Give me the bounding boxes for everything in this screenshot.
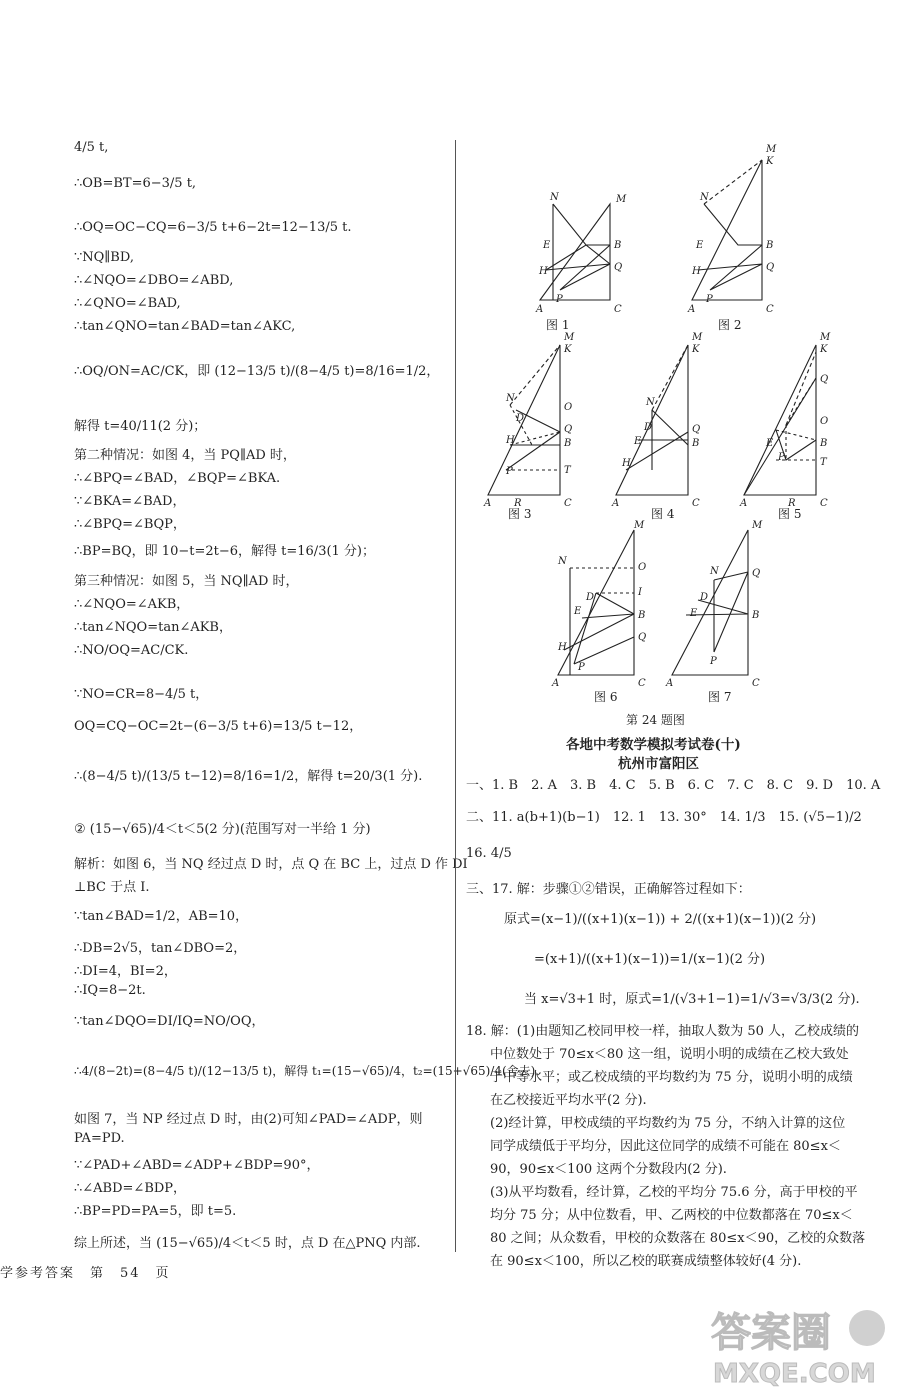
- svg-text:P: P: [706, 294, 713, 305]
- answer-line: =(x+1)/((x+1)(x−1))=1/(x−1)(2 分): [534, 952, 766, 967]
- answer-line: 在 90≤x＜100，所以乙校的联赛成绩整体较好(4 分).: [490, 1254, 802, 1269]
- figure-5-diagram: [739, 332, 831, 509]
- figure-1-diagram: [535, 192, 627, 315]
- figure-7-diagram: [665, 520, 763, 689]
- svg-text:E: E: [634, 436, 642, 447]
- svg-text:C: C: [638, 678, 646, 689]
- solution-line: PA=PD.: [74, 1131, 125, 1146]
- solution-line: ∴BP=PD=PA=5，即 t=5.: [74, 1204, 237, 1219]
- figure-label: 图 7: [708, 690, 732, 704]
- svg-text:N: N: [700, 192, 709, 203]
- solution-line: ② (15−√65)/4＜t＜5(2 分)(范围写对一半给 1 分): [74, 822, 371, 837]
- svg-text:Q: Q: [564, 424, 573, 435]
- solution-line: ∵NQ∥BD,: [74, 250, 134, 265]
- solution-line: ∴∠BPQ=∠BQP，: [74, 517, 186, 532]
- answer-line: 三、17. 解：步骤①②错误，正确解答过程如下：: [466, 882, 751, 897]
- svg-text:N: N: [550, 192, 559, 203]
- svg-text:B: B: [820, 438, 828, 449]
- solution-line: ⊥BC 于点 I.: [74, 880, 150, 895]
- answer-line: 一、1. B 2. A 3. B 4. C 5. B 6. C 7. C 8. C 9. D 10. A: [466, 778, 881, 793]
- svg-text:E: E: [696, 240, 704, 251]
- svg-text:H: H: [692, 266, 701, 277]
- page-footer: 学参考答案 第 54 页: [0, 1266, 171, 1281]
- svg-text:Q: Q: [692, 424, 701, 435]
- svg-text:M: M: [564, 332, 575, 343]
- svg-text:N: N: [710, 566, 719, 577]
- svg-text:A: A: [484, 498, 492, 509]
- geometry-figures: [466, 140, 886, 720]
- column-divider: [455, 140, 456, 1252]
- svg-text:A: A: [612, 498, 620, 509]
- svg-text:A: A: [688, 304, 696, 315]
- solution-line: ∵∠BKA=∠BAD，: [74, 494, 186, 509]
- answer-line: 中位数处于 70≤x＜80 这一组，说明小明的成绩在乙校大致处: [490, 1047, 849, 1062]
- svg-text:Q: Q: [820, 374, 829, 385]
- figure-label: 图 4: [651, 507, 675, 521]
- svg-text:I: I: [638, 587, 642, 598]
- svg-text:P: P: [556, 294, 563, 305]
- answer-line: 在乙校接近平均水平(2 分).: [490, 1093, 647, 1108]
- answer-line: 二、11. a(b+1)(b−1) 12. 1 13. 30° 14. 1/3 15. (√5−1)/2: [466, 810, 862, 825]
- svg-text:K: K: [820, 344, 828, 355]
- solution-line: OQ=CQ−OC=2t−(6−3/5 t+6)=13/5 t−12，: [74, 719, 363, 734]
- svg-text:N: N: [558, 556, 567, 567]
- answer-line: (3)从平均数看，经计算，乙校的平均分 75.6 分，高于甲校的平: [490, 1185, 858, 1200]
- solution-line: ∴NO/OQ=AC/CK.: [74, 643, 189, 658]
- svg-text:E: E: [766, 438, 774, 449]
- figure-3-diagram: [483, 332, 575, 509]
- svg-text:MXQE.COM: MXQE.COM: [713, 1359, 876, 1388]
- solution-line: 第三种情况：如图 5，当 NQ∥AD 时，: [74, 574, 299, 589]
- svg-text:B: B: [564, 438, 572, 449]
- svg-text:P: P: [578, 662, 585, 673]
- answer-line: 当 x=√3+1 时，原式=1/(√3+1−1)=1/√3=√3/3(2 分).: [524, 992, 860, 1007]
- svg-text:D: D: [586, 592, 595, 603]
- svg-text:P: P: [710, 656, 717, 667]
- figure-label: 图 6: [594, 690, 618, 704]
- svg-text:Q: Q: [614, 262, 623, 273]
- watermark-logo: [705, 1300, 895, 1388]
- solution-line: 第二种情况：如图 4，当 PQ∥AD 时，: [74, 448, 296, 463]
- svg-text:B: B: [638, 610, 646, 621]
- solution-line: ∴∠ABD=∠BDP，: [74, 1181, 187, 1196]
- svg-text:O: O: [564, 402, 573, 413]
- svg-text:D: D: [700, 592, 709, 603]
- solution-line: ∴OQ/ON=AC/CK，即 (12−13/5 t)/(8−4/5 t)=8/16=1/2，: [74, 364, 440, 379]
- svg-text:H: H: [622, 458, 631, 469]
- svg-text:Q: Q: [638, 632, 647, 643]
- svg-text:M: M: [634, 520, 645, 531]
- svg-text:C: C: [752, 678, 760, 689]
- solution-line: ∴DI=4，BI=2，: [74, 964, 177, 979]
- exam-title: 各地中考数学模拟考试卷(十): [566, 737, 741, 753]
- solution-line: 解析：如图 6，当 NQ 经过点 D 时，点 Q 在 BC 上，过点 D 作 DI: [74, 857, 468, 872]
- answer-line: (2)经计算，甲校成绩的平均数约为 75 分，不纳入计算的这位: [490, 1116, 846, 1131]
- svg-text:M: M: [616, 194, 627, 205]
- figure-6-diagram: [551, 520, 646, 689]
- svg-text:C: C: [614, 304, 622, 315]
- solution-line: ∴∠NQO=∠DBO=∠ABD,: [74, 273, 234, 288]
- solution-line: ∴OB=BT=6−3/5 t,: [74, 176, 197, 191]
- figure-label: 图 1: [546, 318, 570, 332]
- solution-line: ∴tan∠QNO=tan∠BAD=tan∠AKC,: [74, 319, 296, 334]
- svg-text:K: K: [766, 156, 774, 167]
- svg-text:E: E: [543, 240, 551, 251]
- svg-text:A: A: [552, 678, 560, 689]
- svg-text:答案圈: 答案圈: [711, 1310, 831, 1356]
- answer-line: 原式=(x−1)/((x+1)(x−1)) + 2/((x+1)(x−1))(2 分): [504, 912, 817, 927]
- figure-label: 图 5: [778, 507, 802, 521]
- svg-text:H: H: [558, 642, 567, 653]
- svg-text:C: C: [564, 498, 572, 509]
- svg-text:H: H: [506, 435, 515, 446]
- svg-text:A: A: [536, 304, 544, 315]
- svg-text:N: N: [646, 397, 655, 408]
- svg-text:A: A: [740, 498, 748, 509]
- svg-text:T: T: [820, 457, 827, 468]
- answer-line: 80 之间；从众数看，甲校的众数落在 80≤x＜90，乙校的众数落: [490, 1231, 866, 1246]
- svg-text:N: N: [506, 393, 515, 404]
- svg-text:R: R: [514, 498, 522, 509]
- solution-line: ∴4/(8−2t)=(8−4/5 t)/(12−13/5 t)，解得 t₁=(15−√65)/4，t₂=(15+√65)/4(舍去).: [74, 1064, 540, 1078]
- svg-text:C: C: [820, 498, 828, 509]
- svg-text:E: E: [690, 608, 698, 619]
- figure-2-diagram: [687, 144, 777, 315]
- svg-text:D: D: [644, 422, 653, 433]
- svg-text:R: R: [788, 498, 796, 509]
- solution-line: 综上所述，当 (15−√65)/4＜t＜5 时，点 D 在△PNQ 内部.: [74, 1236, 421, 1251]
- solution-line: ∴∠NQO=∠AKB，: [74, 597, 190, 612]
- svg-text:K: K: [692, 344, 700, 355]
- svg-text:O: O: [820, 416, 829, 427]
- svg-text:B: B: [614, 240, 622, 251]
- solution-line: 4/5 t,: [74, 140, 109, 155]
- answer-line: 均分 75 分；从中位数看，甲、乙两校的中位数都落在 70≤x＜: [490, 1208, 853, 1223]
- svg-text:M: M: [766, 144, 777, 155]
- figure-caption: 第 24 题图: [626, 713, 685, 727]
- svg-text:E: E: [574, 606, 582, 617]
- answer-line: 18. 解：(1)由题知乙校同甲校一样，抽取人数为 50 人，乙校成绩的: [466, 1024, 860, 1039]
- answer-line: 16. 4/5: [466, 846, 512, 861]
- svg-text:C: C: [692, 498, 700, 509]
- solution-line: ∴∠BPQ=∠BAD，∠BQP=∠BKA.: [74, 471, 281, 486]
- exam-subtitle: 杭州市富阳区: [618, 756, 699, 772]
- svg-text:M: M: [752, 520, 763, 531]
- figure-4-diagram: [611, 332, 703, 509]
- figure-label: 图 3: [508, 507, 532, 521]
- svg-text:A: A: [666, 678, 674, 689]
- solution-line: ∴tan∠NQO=tan∠AKB，: [74, 620, 232, 635]
- svg-text:Q: Q: [752, 568, 761, 579]
- svg-text:M: M: [820, 332, 831, 343]
- solution-line: ∵∠PAD+∠ABD=∠ADP+∠BDP=90°，: [74, 1158, 320, 1173]
- solution-line: ∴IQ=8−2t.: [74, 983, 146, 998]
- svg-text:K: K: [564, 344, 572, 355]
- answer-line: 同学成绩低于平均分，因此这位同学的成绩不可能在 80≤x＜: [490, 1139, 841, 1154]
- figure-label: 图 2: [718, 318, 742, 332]
- answer-line: 于中等水平；或乙校成绩的平均数约为 75 分，说明小明的成绩: [490, 1070, 853, 1085]
- svg-text:O: O: [638, 562, 647, 573]
- svg-text:D: D: [516, 413, 525, 424]
- solution-line: ∵NO=CR=8−4/5 t，: [74, 687, 209, 702]
- svg-text:H: H: [539, 266, 548, 277]
- svg-text:T: T: [564, 465, 571, 476]
- svg-text:P: P: [778, 452, 785, 463]
- solution-line: ∴DB=2√5，tan∠DBO=2，: [74, 941, 247, 956]
- solution-line: 解得 t=40/11(2 分)；: [74, 419, 207, 434]
- svg-text:M: M: [692, 332, 703, 343]
- solution-line: 如图 7，当 NP 经过点 D 时，由(2)可知∠PAD=∠ADP，则: [74, 1112, 423, 1127]
- solution-line: ∴(8−4/5 t)/(13/5 t−12)=8/16=1/2，解得 t=20/3(1 分).: [74, 769, 423, 784]
- solution-line: ∴BP=BQ，即 10−t=2t−6，解得 t=16/3(1 分)；: [74, 544, 376, 559]
- svg-text:B: B: [766, 240, 774, 251]
- svg-text:Q: Q: [766, 262, 775, 273]
- solution-line: ∴∠QNO=∠BAD,: [74, 296, 181, 311]
- svg-text:B: B: [752, 610, 760, 621]
- solution-line: ∴OQ=OC−CQ=6−3/5 t+6−2t=12−13/5 t.: [74, 220, 352, 235]
- solution-line: ∵tan∠DQO=DI/IQ=NO/OQ，: [74, 1014, 265, 1029]
- svg-text:B: B: [692, 438, 700, 449]
- svg-text:P: P: [506, 466, 513, 477]
- svg-text:C: C: [766, 304, 774, 315]
- answer-line: 90，90≤x＜100 这两个分数段内(2 分).: [490, 1162, 727, 1177]
- solution-line: ∵tan∠BAD=1/2，AB=10，: [74, 909, 249, 924]
